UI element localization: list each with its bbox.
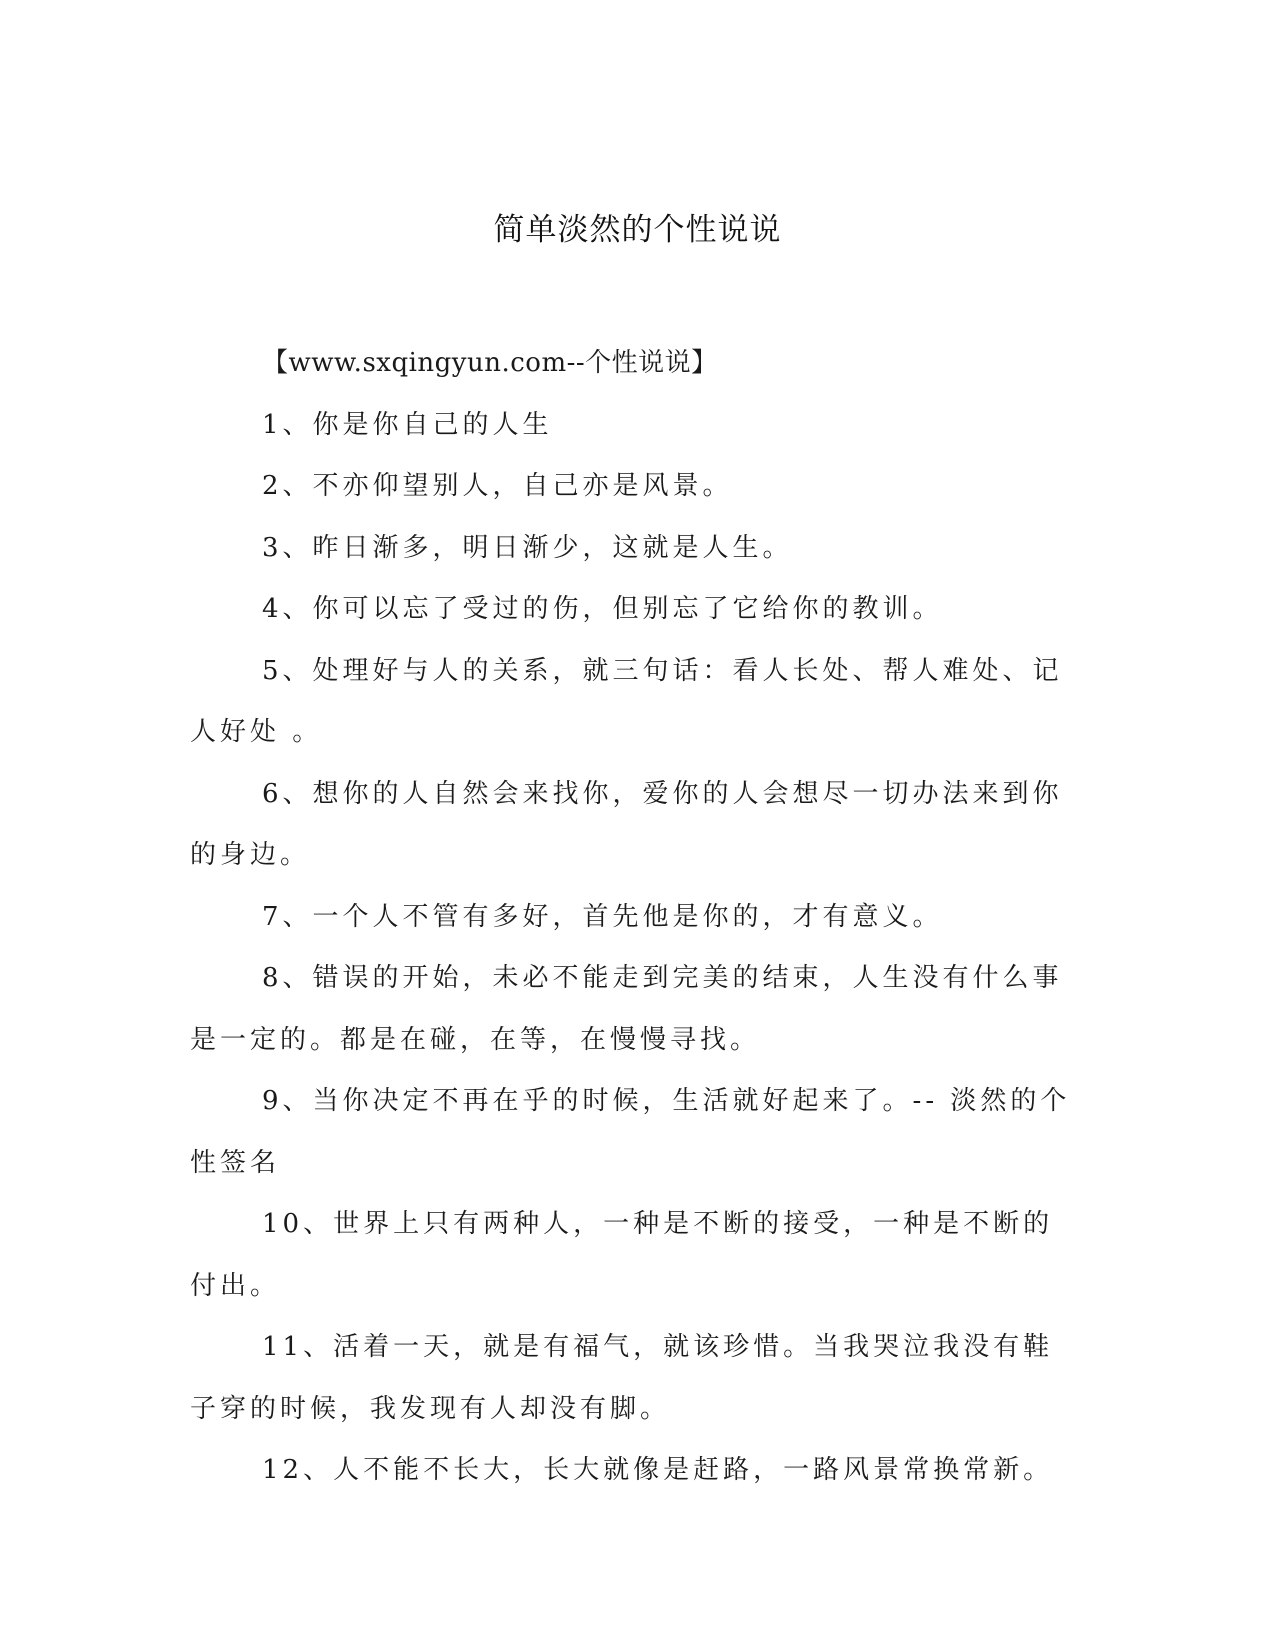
- document-body: [190, 333, 1080, 1502]
- list-item: 4、你可以忘了受过的伤，但别忘了它给你的教训。: [262, 594, 943, 624]
- page-title: 简单淡然的个性说说: [493, 212, 782, 248]
- list-item: 6、想你的人自然会来找你，爱你的人会想尽一切办法来到你的身边。: [190, 778, 1063, 870]
- list-item: 3、昨日渐多，明日渐少，这就是人生。: [262, 532, 793, 563]
- source-line: 【www.sxqingyun.com--个性说说】: [262, 348, 718, 378]
- list-item: 9、当你决定不再在乎的时候，生活就好起来了。-- 淡然的个性签名: [190, 1086, 1071, 1178]
- list-item: 2、不亦仰望别人，自己亦是风景。: [262, 471, 733, 501]
- list-item: 5、处理好与人的关系，就三句话：看人长处、帮人难处、记人好处 。: [190, 655, 1063, 747]
- list-item: 1、你是你自己的人生: [262, 409, 553, 440]
- list-item: 10、世界上只有两种人，一种是不断的接受，一种是不断的付出。: [190, 1209, 1054, 1301]
- list-item: 11、活着一天，就是有福气，就该珍惜。当我哭泣我没有鞋子穿的时候，我发现有人却没有脚。: [190, 1332, 1054, 1424]
- list-item: 7、一个人不管有多好，首先他是你的，才有意义。: [262, 901, 943, 932]
- list-item: 12、人不能不长大，长大就像是赶路，一路风景常换常新。: [262, 1455, 1054, 1485]
- list-item: 8、错误的开始，未必不能走到完美的结束，人生没有什么事是一定的。都是在碰，在等，在慢慢寻找。: [190, 963, 1063, 1055]
